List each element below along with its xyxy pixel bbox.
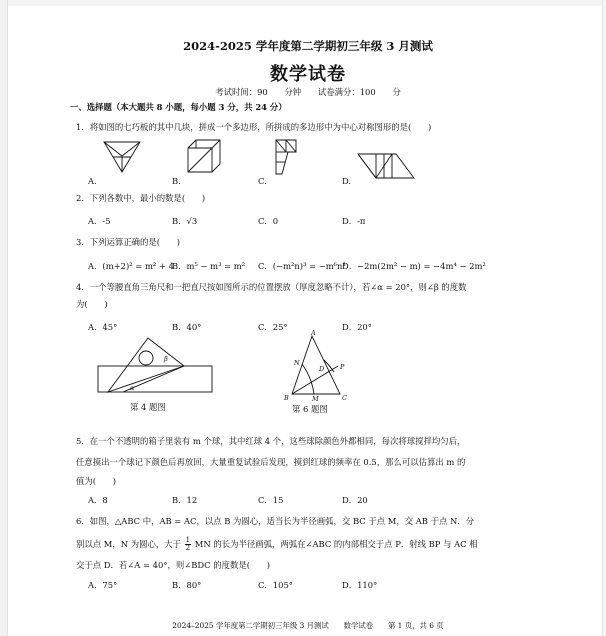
q5-option-d[interactable]: D．20	[342, 495, 368, 505]
subject-title: 数学试卷	[270, 64, 346, 85]
q1b-line-5	[188, 148, 212, 172]
q4-figure	[98, 336, 214, 398]
exam-meta	[58, 86, 558, 98]
q6-fraction-numerator: 1	[185, 536, 191, 544]
q6-figure	[284, 329, 360, 403]
q4-angle-beta: β	[164, 355, 168, 363]
q5-line-3: 值为( )	[76, 476, 117, 486]
q2-option-b[interactable]: B．√3	[172, 216, 198, 226]
section-heading: 一、选择题（本大题共 8 小题，每小题 3 分，共 24 分）	[70, 102, 287, 112]
q4-stem-continued: 为( )	[76, 299, 108, 309]
q6-option-a[interactable]: A．75°	[88, 580, 118, 590]
q3-stem: 3．下列运算正确的是( )	[76, 237, 180, 247]
exam-score: 试卷满分：100 分	[317, 87, 401, 97]
q1b-line-4	[212, 140, 220, 148]
q1d-line-5	[358, 154, 376, 178]
q1-figure-c	[274, 138, 308, 176]
q2-option-c[interactable]: C．0	[258, 216, 279, 226]
q5-option-b[interactable]: B．12	[172, 495, 198, 505]
q1-figure-b	[188, 140, 220, 174]
q1c-line-4	[286, 140, 296, 152]
q4-option-b[interactable]: B．40°	[172, 322, 202, 332]
q5-option-c[interactable]: C．15	[258, 495, 284, 505]
q3-option-c[interactable]: C．(−m²n)³ = −m⁶n³	[258, 261, 346, 271]
q5-line-2: 任意摸出一个球记下颜色后再放回，大量重复试验后发现，摸到红球的频率在 0.5，那么可以估算出 m 的	[76, 457, 466, 467]
q4-circle	[139, 351, 153, 365]
viewer-left-edge	[0, 0, 8, 636]
q1-option-a[interactable]: A.	[88, 176, 97, 186]
q6-line-2-start: 别以点 M，N 为圆心，大于	[76, 539, 181, 549]
exam-time: 考试时间：90 分钟	[215, 87, 302, 97]
q6-label-d: D	[319, 365, 325, 373]
q1-option-d[interactable]: D.	[342, 176, 352, 186]
q5-line-1: 5．在一个不透明的箱子里装有 m 个球，其中红球 4 个，这些球除颜色外都相同，每次将球搅拌均匀后，	[76, 436, 466, 446]
q1c-line-3	[276, 140, 286, 152]
q1-figure-a	[104, 140, 140, 174]
q1-option-b[interactable]: B.	[172, 176, 181, 186]
q1-option-c[interactable]: C.	[258, 176, 267, 186]
q6-line-2	[76, 537, 478, 552]
q4-option-c[interactable]: C．25°	[258, 322, 288, 332]
q2-option-a[interactable]: A．-5	[88, 216, 111, 226]
q5-option-a[interactable]: A．8	[88, 495, 108, 505]
q1-stem: 1．将如图的七巧板的其中几块，拼成一个多边形，所拼成的多边形中为中心对称图形的是( )	[76, 122, 432, 132]
q4-figure-caption: 第 4 题图	[130, 402, 166, 412]
q4-angle-alpha: α	[130, 384, 135, 392]
q6-label-n: N	[294, 359, 300, 367]
q6-option-b[interactable]: B．80°	[172, 580, 202, 590]
q4-ruler	[98, 366, 212, 392]
exam-page	[58, 0, 558, 636]
q6-fraction	[185, 537, 191, 552]
q6-label-b: B	[284, 394, 289, 402]
q6-label-p: P	[340, 363, 345, 371]
q6-option-c[interactable]: C．105°	[258, 580, 293, 590]
q1a-line-2	[122, 142, 140, 156]
q2-stem: 2．下列各数中，最小的数是( )	[76, 193, 206, 203]
q2-option-d[interactable]: D．-π	[342, 216, 366, 226]
q6-label-a: A	[311, 329, 316, 337]
q6-line-1: 6．如图，△ABC 中，AB = AC，以点 B 为圆心，适当长为半径画弧，交 BC 于点 M，交 AB 于点 N．分	[76, 516, 475, 526]
q6-line-2-end: MN 的长为半径画弧，两弧在∠ABC 的内部相交于点 P．射线 BP 与 AC 相	[194, 539, 478, 549]
q6-figure-caption: 第 6 题图	[292, 404, 328, 414]
q4-option-d[interactable]: D．20°	[342, 322, 372, 332]
q3-option-b[interactable]: B．m⁵ − m³ = m²	[172, 261, 246, 271]
q3-option-d[interactable]: D．−2m(2m² − m) = −4m⁴ − 2m²	[342, 261, 486, 271]
q6-ray-bp	[292, 366, 338, 394]
q6-option-d[interactable]: D．110°	[342, 580, 378, 590]
q4-stem: 4．一个等腰直角三角尺和一把直尺按如图所示的位置摆放（厚度忽略不计），若∠α = 20°，则∠β 的度数	[76, 282, 467, 292]
exam-title: 2024-2025 学年度第二学期初三年级 3 月测试	[183, 39, 433, 53]
q1-figure-d	[356, 152, 416, 178]
q6-label-m: M	[312, 395, 319, 403]
viewer-right-edge	[602, 0, 606, 636]
q3-option-a[interactable]: A．(m+2)² = m² + 4	[88, 261, 174, 271]
q6-fraction-denominator: 2	[185, 544, 191, 552]
q1d-outline	[358, 154, 414, 178]
q6-line-3: 交于点 D．若∠A = 40°，则∠BDC 的度数是( )	[76, 560, 270, 570]
page-footer: 2024–2025 学年度第二学期初三年级 3 月测试 数学试卷 第 1 页，共 6 页	[172, 621, 444, 630]
q6-label-c: C	[342, 394, 347, 402]
q4-option-a[interactable]: A．45°	[88, 322, 118, 332]
q6-arc-main	[302, 364, 314, 394]
q1a-line-1	[104, 142, 122, 156]
